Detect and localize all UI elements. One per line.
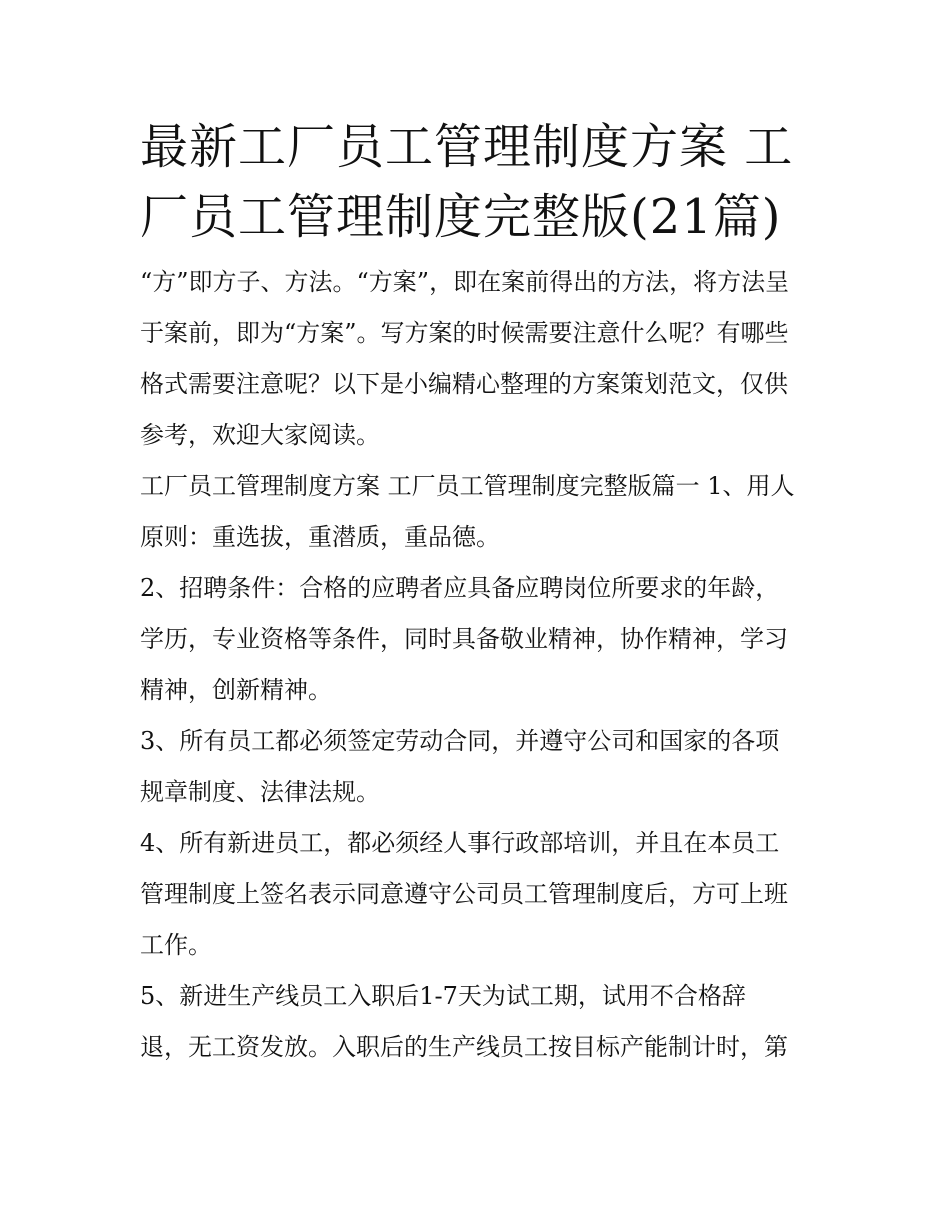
- paragraph-line: 管理制度上签名表示同意遵守公司员工管理制度后，方可上班: [140, 880, 788, 908]
- paragraph-item-1: [140, 461, 812, 563]
- document-title: [140, 112, 812, 252]
- title-line-2: 厂员工管理制度完整版(21篇): [140, 189, 782, 245]
- title-line-1: 最新工厂员工管理制度方案 工: [140, 119, 794, 175]
- paragraph-line: 格式需要注意呢？以下是小编精心整理的方案策划范文，仅供: [140, 370, 788, 398]
- paragraph-line: 退，无工资发放。入职后的生产线员工按目标产能制计时，第: [140, 1033, 788, 1061]
- document-body: [140, 257, 812, 1073]
- paragraph-line: 工作。: [140, 931, 212, 959]
- paragraph-line: 4、所有新进员工，都必须经人事行政部培训，并且在本员工: [140, 829, 780, 857]
- paragraph-line: 5、新进生产线员工入职后1-7天为试工期，试用不合格辞: [140, 982, 746, 1010]
- paragraph-line: 参考，欢迎大家阅读。: [140, 421, 380, 449]
- document-content: [140, 112, 812, 1073]
- paragraph-line: 规章制度、法律法规。: [140, 778, 380, 806]
- paragraph-line: “方”即方子、方法。“方案”，即在案前得出的方法，将方法呈: [140, 268, 790, 296]
- paragraph-item-3: [140, 716, 812, 818]
- paragraph-item-2: [140, 563, 812, 716]
- paragraph-item-4: [140, 818, 812, 971]
- paragraph-line: 于案前，即为“方案”。写方案的时候需要注意什么呢？有哪些: [140, 319, 789, 347]
- paragraph-line: 学历，专业资格等条件，同时具备敬业精神，协作精神，学习: [140, 625, 788, 653]
- paragraph-line: 3、所有员工都必须签定劳动合同，并遵守公司和国家的各项: [140, 727, 780, 755]
- paragraph-line: 原则：重选拔，重潜质，重品德。: [140, 523, 500, 551]
- paragraph-line: 精神，创新精神。: [140, 676, 332, 704]
- paragraph-line: 工厂员工管理制度方案 工厂员工管理制度完整版篇一 1、用人: [140, 472, 795, 500]
- paragraph-item-5: [140, 971, 812, 1073]
- paragraph-intro: [140, 257, 812, 461]
- paragraph-line: 2、招聘条件：合格的应聘者应具备应聘岗位所要求的年龄，: [140, 574, 780, 602]
